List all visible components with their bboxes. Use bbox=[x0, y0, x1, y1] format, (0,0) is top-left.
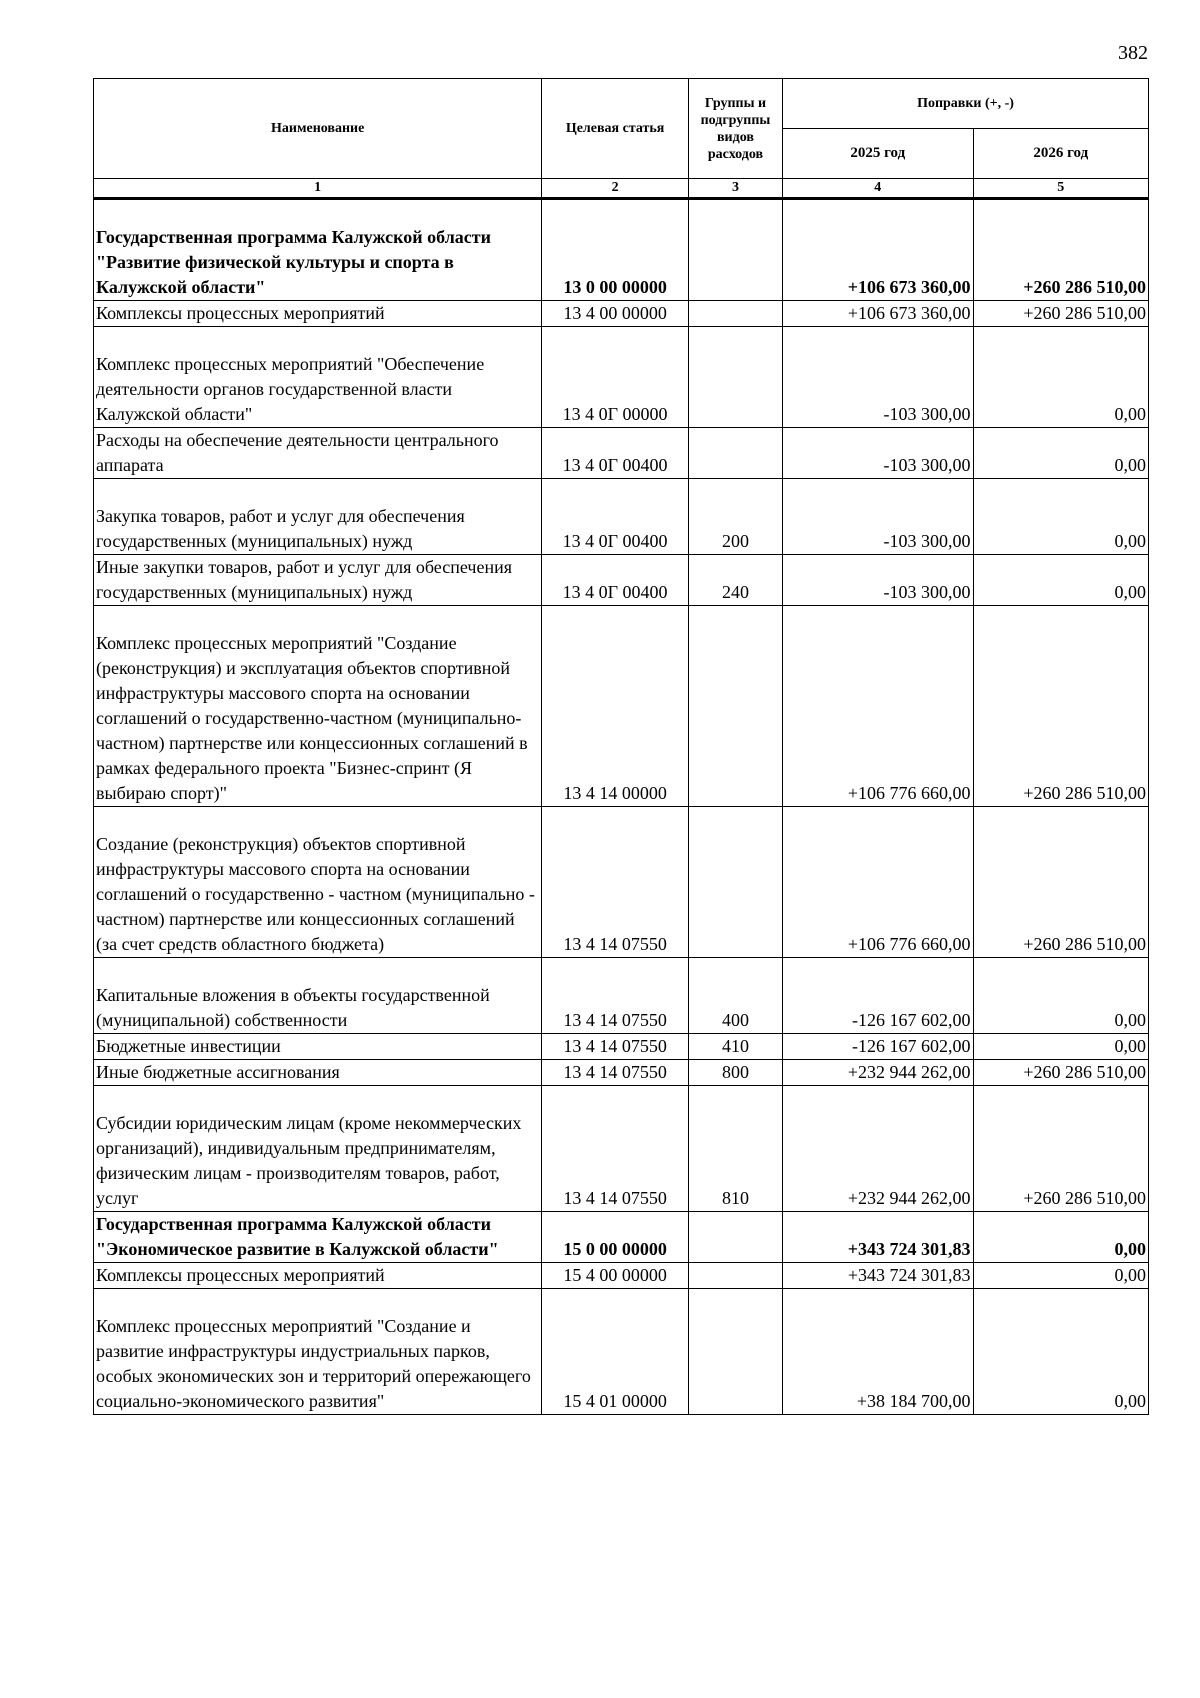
row-expense-group bbox=[688, 301, 782, 327]
row-amount-2025: +232 944 262,00 bbox=[783, 1060, 973, 1086]
row-name-text: Комплекс процессных мероприятий "Обеспечение деятельности органов государственной власти Калужской области" bbox=[96, 354, 485, 424]
table-row bbox=[94, 327, 1149, 428]
table-row bbox=[94, 1060, 1149, 1086]
row-name-text: Капитальные вложения в объекты государственной (муниципальной) собственности bbox=[96, 985, 490, 1030]
table-row bbox=[94, 199, 1149, 301]
row-name bbox=[94, 428, 542, 479]
row-amount-2025: +106 776 660,00 bbox=[783, 606, 973, 807]
row-amount-2026: +260 286 510,00 bbox=[973, 199, 1149, 301]
row-target-code: 13 0 00 00000 bbox=[542, 199, 689, 301]
row-amount-2026: +260 286 510,00 bbox=[973, 807, 1149, 958]
row-name bbox=[94, 1034, 542, 1060]
budget-amendments-table bbox=[93, 78, 1149, 1415]
row-name-text: Субсидии юридическим лицам (кроме некоммерческих организаций), индивидуальным предпринимателям, физическим лицам - производителям товаров, работ, услуг bbox=[96, 1113, 522, 1208]
table-row bbox=[94, 958, 1149, 1034]
row-spacer bbox=[96, 807, 539, 832]
row-expense-group: 240 bbox=[688, 555, 782, 606]
header-year-2026: 2026 год bbox=[973, 129, 1149, 179]
row-expense-group bbox=[688, 606, 782, 807]
header-amendments: Поправки (+, -) bbox=[783, 79, 1149, 129]
row-target-code: 15 0 00 00000 bbox=[542, 1212, 689, 1263]
row-spacer bbox=[96, 327, 539, 352]
row-name-text: Комплекс процессных мероприятий "Создание (реконструкция) и эксплуатация объектов спортивной инфраструктуры массового спорта на основании соглашений о государственно-частном (муниципально-частном) партнерстве или концессионных соглашений в рамках федерального проекта "Бизнес-спринт (Я выбираю спорт)" bbox=[96, 633, 528, 803]
row-name-text: Закупка товаров, работ и услуг для обеспечения государственных (муниципальных) нужд bbox=[96, 506, 465, 551]
row-amount-2025: +38 184 700,00 bbox=[783, 1289, 973, 1415]
row-amount-2026: 0,00 bbox=[973, 428, 1149, 479]
row-expense-group: 800 bbox=[688, 1060, 782, 1086]
row-target-code: 13 4 14 07550 bbox=[542, 1086, 689, 1212]
row-expense-group bbox=[688, 428, 782, 479]
row-amount-2026: 0,00 bbox=[973, 479, 1149, 555]
header-target: Целевая статья bbox=[542, 79, 689, 179]
row-target-code: 13 4 14 00000 bbox=[542, 606, 689, 807]
table-row bbox=[94, 479, 1149, 555]
row-name bbox=[94, 555, 542, 606]
row-spacer bbox=[96, 1289, 539, 1314]
column-number: 3 bbox=[688, 179, 782, 199]
table-row bbox=[94, 606, 1149, 807]
row-spacer bbox=[96, 200, 539, 225]
row-name bbox=[94, 327, 542, 428]
row-name bbox=[94, 606, 542, 807]
row-target-code: 13 4 14 07550 bbox=[542, 958, 689, 1034]
row-name-text: Создание (реконструкция) объектов спортивной инфраструктуры массового спорта на основании соглашений о государственно - частном (муниципально - частном) партнерстве или концессионных соглашений (за счет средств областного бюджета) bbox=[96, 834, 535, 954]
row-target-code: 13 4 0Г 00400 bbox=[542, 479, 689, 555]
row-expense-group bbox=[688, 807, 782, 958]
table-row bbox=[94, 555, 1149, 606]
row-amount-2026: 0,00 bbox=[973, 1212, 1149, 1263]
row-name bbox=[94, 479, 542, 555]
row-expense-group bbox=[688, 1212, 782, 1263]
table-row bbox=[94, 1289, 1149, 1415]
row-name-text: Государственная программа Калужской области "Экономическое развитие в Калужской области" bbox=[96, 1214, 499, 1259]
row-amount-2026: 0,00 bbox=[973, 1034, 1149, 1060]
row-expense-group: 810 bbox=[688, 1086, 782, 1212]
column-number: 2 bbox=[542, 179, 689, 199]
table-row bbox=[94, 1034, 1149, 1060]
row-target-code: 13 4 14 07550 bbox=[542, 807, 689, 958]
table-row bbox=[94, 428, 1149, 479]
row-amount-2025: +106 776 660,00 bbox=[783, 807, 973, 958]
row-name bbox=[94, 958, 542, 1034]
row-target-code: 13 4 00 00000 bbox=[542, 301, 689, 327]
row-expense-group bbox=[688, 1263, 782, 1289]
row-target-code: 15 4 00 00000 bbox=[542, 1263, 689, 1289]
header-name: Наименование bbox=[94, 79, 542, 179]
row-amount-2025: +106 673 360,00 bbox=[783, 301, 973, 327]
row-name-text: Комплексы процессных мероприятий bbox=[96, 303, 385, 323]
row-spacer bbox=[96, 1086, 539, 1111]
row-amount-2025: -126 167 602,00 bbox=[783, 958, 973, 1034]
row-spacer bbox=[96, 958, 539, 983]
row-spacer bbox=[96, 606, 539, 631]
row-amount-2025: +343 724 301,83 bbox=[783, 1263, 973, 1289]
row-name bbox=[94, 1263, 542, 1289]
row-target-code: 13 4 0Г 00400 bbox=[542, 428, 689, 479]
row-amount-2026: 0,00 bbox=[973, 1263, 1149, 1289]
row-name bbox=[94, 199, 542, 301]
row-target-code: 13 4 14 07550 bbox=[542, 1034, 689, 1060]
row-name bbox=[94, 1060, 542, 1086]
row-amount-2025: -103 300,00 bbox=[783, 479, 973, 555]
row-amount-2025: +106 673 360,00 bbox=[783, 199, 973, 301]
row-target-code: 13 4 0Г 00000 bbox=[542, 327, 689, 428]
table-row bbox=[94, 807, 1149, 958]
row-name-text: Государственная программа Калужской области "Развитие физической культуры и спорта в Калужской области" bbox=[96, 227, 491, 297]
row-amount-2025: -103 300,00 bbox=[783, 555, 973, 606]
row-amount-2026: 0,00 bbox=[973, 327, 1149, 428]
row-expense-group: 410 bbox=[688, 1034, 782, 1060]
row-expense-group bbox=[688, 199, 782, 301]
row-name bbox=[94, 1289, 542, 1415]
table-row bbox=[94, 1263, 1149, 1289]
row-name-text: Расходы на обеспечение деятельности центрального аппарата bbox=[96, 430, 499, 475]
row-amount-2026: +260 286 510,00 bbox=[973, 606, 1149, 807]
row-name bbox=[94, 807, 542, 958]
row-target-code: 15 4 01 00000 bbox=[542, 1289, 689, 1415]
row-name bbox=[94, 301, 542, 327]
row-amount-2026: +260 286 510,00 bbox=[973, 1086, 1149, 1212]
row-expense-group: 200 bbox=[688, 479, 782, 555]
column-number: 4 bbox=[783, 179, 973, 199]
page-number: 382 bbox=[1118, 42, 1148, 64]
row-amount-2025: +232 944 262,00 bbox=[783, 1086, 973, 1212]
table-row bbox=[94, 301, 1149, 327]
column-number: 5 bbox=[973, 179, 1149, 199]
row-name-text: Иные закупки товаров, работ и услуг для обеспечения государственных (муниципальных) нужд bbox=[96, 557, 512, 602]
row-name-text: Комплекс процессных мероприятий "Создание и развитие инфраструктуры индустриальных парков, особых экономических зон и территорий опережающего социально-экономического развития" bbox=[96, 1316, 531, 1411]
row-amount-2026: +260 286 510,00 bbox=[973, 301, 1149, 327]
row-name-text: Комплексы процессных мероприятий bbox=[96, 1265, 385, 1285]
row-amount-2026: +260 286 510,00 bbox=[973, 1060, 1149, 1086]
table-row bbox=[94, 1086, 1149, 1212]
row-expense-group bbox=[688, 1289, 782, 1415]
row-expense-group bbox=[688, 327, 782, 428]
row-amount-2025: +343 724 301,83 bbox=[783, 1212, 973, 1263]
header-group: Группы и подгруппы видов расходов bbox=[688, 79, 782, 179]
column-number: 1 bbox=[94, 179, 542, 199]
row-name bbox=[94, 1212, 542, 1263]
row-spacer bbox=[96, 479, 539, 504]
table-body bbox=[94, 199, 1149, 1415]
row-target-code: 13 4 0Г 00400 bbox=[542, 555, 689, 606]
header-year-2025: 2025 год bbox=[783, 129, 973, 179]
row-amount-2026: 0,00 bbox=[973, 958, 1149, 1034]
row-amount-2025: -126 167 602,00 bbox=[783, 1034, 973, 1060]
row-name-text: Иные бюджетные ассигнования bbox=[96, 1062, 340, 1082]
row-name-text: Бюджетные инвестиции bbox=[96, 1036, 281, 1056]
row-amount-2025: -103 300,00 bbox=[783, 428, 973, 479]
row-name bbox=[94, 1086, 542, 1212]
row-target-code: 13 4 14 07550 bbox=[542, 1060, 689, 1086]
row-amount-2025: -103 300,00 bbox=[783, 327, 973, 428]
table-row bbox=[94, 1212, 1149, 1263]
row-amount-2026: 0,00 bbox=[973, 1289, 1149, 1415]
row-expense-group: 400 bbox=[688, 958, 782, 1034]
row-amount-2026: 0,00 bbox=[973, 555, 1149, 606]
